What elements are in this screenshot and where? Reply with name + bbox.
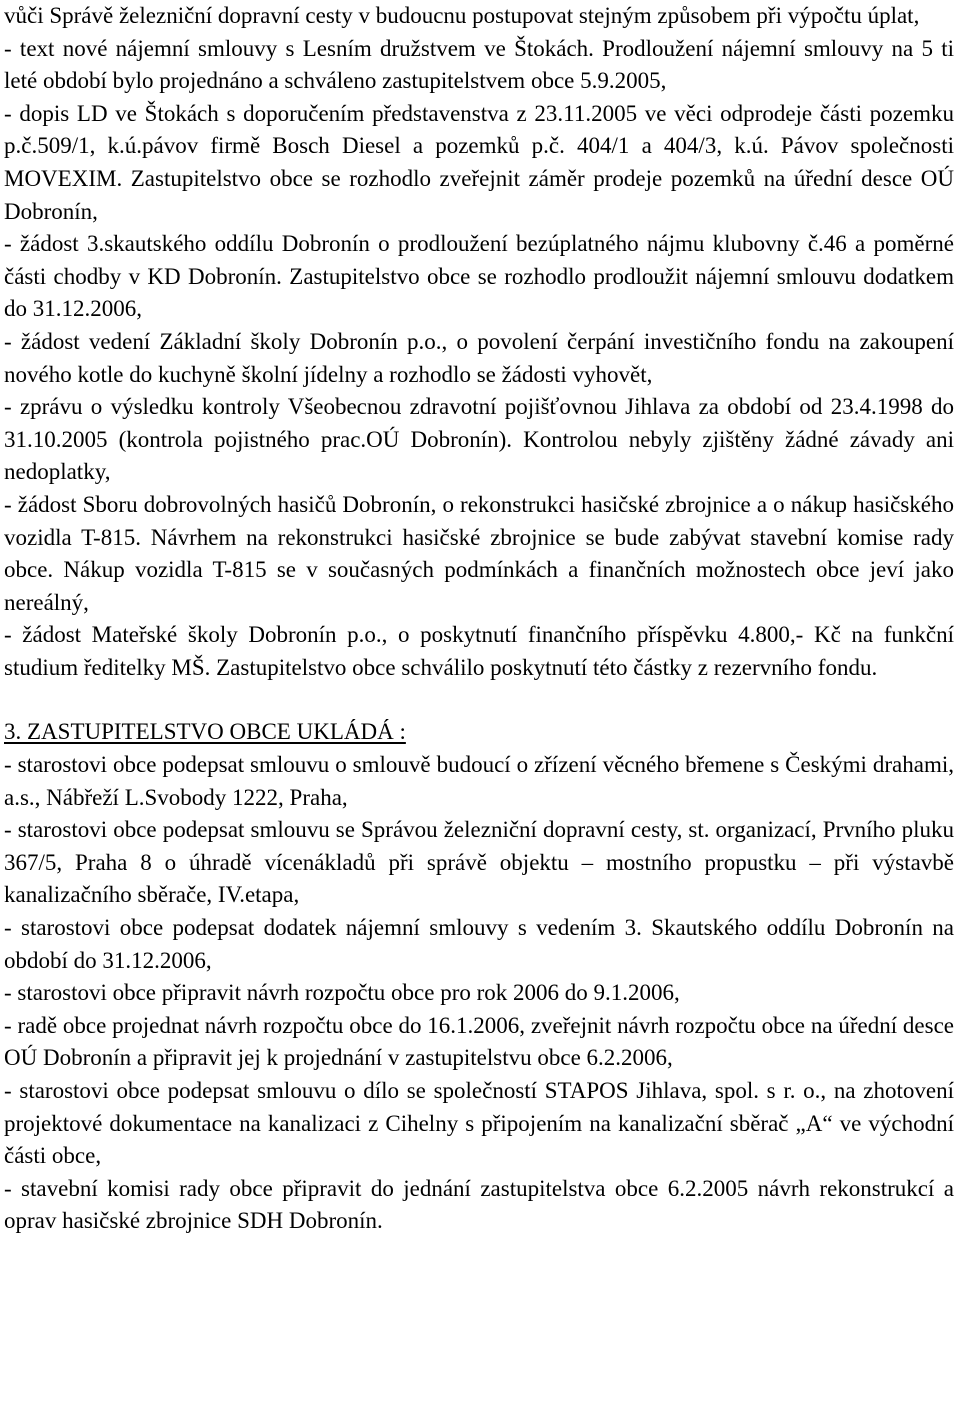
paragraph-land-sale-letter: - dopis LD ve Štokách s doporučením představenstva z 23.11.2005 ve věci odprodeje části pozemku p.č.509/1, k.ú.pávov firmě Bosch Diesel a pozemků p.č. 404/1 a 404/3, k.ú. Pávov společnosti MOVEXIM. Zastupitelstvo obce se rozhodlo zveřejnit záměr prodeje pozemků na úřední desce OÚ Dobronín, — [4, 100, 954, 224]
section-spacer — [4, 684, 954, 716]
paragraph-lease-contract: - text nové nájemní smlouvy s Lesním družstvem ve Štokách. Prodloužení nájemní smlouvy na 5 ti leté období bylo projednáno a schváleno zastupitelstvem obce 5.9.2005, — [4, 35, 954, 94]
paragraph-payment-method: vůči Správě železniční dopravní cesty v budoucnu postupovat stejným způsobem při výpočtu úplat, — [4, 3, 920, 28]
task-easement-contract: - starostovi obce podepsat smlouvu o smlouvě budoucí o zřízení věcného břemene s Českými drahami, a.s., Nábřeží L.Svobody 1222, Praha, — [4, 752, 954, 810]
task-firehouse-proposal: - stavební komisi rady obce připravit do jednání zastupitelstva obce 6.2.2005 návrh rekonstrukcí a oprav hasičské zbrojnice SDH Dobronín. — [4, 1175, 954, 1234]
paragraph-scout-request: - žádost 3.skautského oddílu Dobronín o prodloužení bezúplatného nájmu klubovny č.46 a poměrné části chodby v KD Dobronín. Zastupitelstvo obce se rozhodlo prodloužit nájemní smlouvu dodatkem do 31.12.2006, — [4, 231, 954, 322]
task-lease-amendment: - starostovi obce podepsat dodatek nájemní smlouvy s vedením 3. Skautského oddílu Dobronín na období do 31.12.2006, — [4, 915, 954, 973]
task-budget-draft: - starostovi obce připravit návrh rozpočtu obce pro rok 2006 do 9.1.2006, — [4, 980, 680, 1006]
paragraph-insurance-report: - zprávu o výsledku kontroly Všeobecnou zdravotní pojišťovnou Jihlava za období od 23.4.1998 do 31.10.2005 (kontrola pojistného prac.OÚ Dobronín). Kontrolou nebyly zjištěny žádné závady ani nedoplatky, — [4, 394, 954, 485]
task-budget-review: - radě obce projednat návrh rozpočtu obce do 16.1.2006, zveřejnit návrh rozpočtu obce na úřední desce OÚ Dobronín a připravit jej k projednání v zastupitelstvu obce 6.2.2006, — [4, 1012, 954, 1071]
paragraph-firefighters-request: - žádost Sboru dobrovolných hasičů Dobronín, o rekonstrukci hasičské zbrojnice a o nákup hasičského vozidla T-815. Návrhem na rekonstrukci hasičské zbrojnice se bude zabývat stavební komise rady obce. Nákup vozidla T-815 se v současných podmínkách a finančních možnostech obce jeví jako nereálný, — [4, 491, 954, 615]
task-railway-contract: - starostovi obce podepsat smlouvu se Správou železniční dopravní cesty, st. organizací, Prvního pluku 367/5, Praha 8 o úhradě vícenákladů při správě objektu – mostního propustku – při výstavbě kanalizačního sběrače, IV.etapa, — [4, 817, 954, 908]
task-stapos-contract: - starostovi obce podepsat smlouvu o dílo se společností STAPOS Jihlava, spol. s r. o., na zhotovení projektové dokumentace na kanalizaci z Cihelny s připojením na kanalizační sběrač „A“ ve východní části obce, — [4, 1078, 954, 1169]
paragraph-kindergarten-request: - žádost Mateřské školy Dobronín p.o., o poskytnutí finančního příspěvku 4.800,- Kč na funkční studium ředitelky MŠ. Zastupitelstvo obce schválilo poskytnutí této částky z rezervního fondu. — [4, 622, 954, 680]
paragraph-school-request: - žádost vedení Základní školy Dobronín p.o., o povolení čerpání investičního fondu na zakoupení nového kotle do kuchyně školní jídelny a rozhodlo se žádosti vyhovět, — [4, 328, 954, 387]
section-heading: 3. ZASTUPITELSTVO OBCE UKLÁDÁ : — [4, 719, 406, 745]
